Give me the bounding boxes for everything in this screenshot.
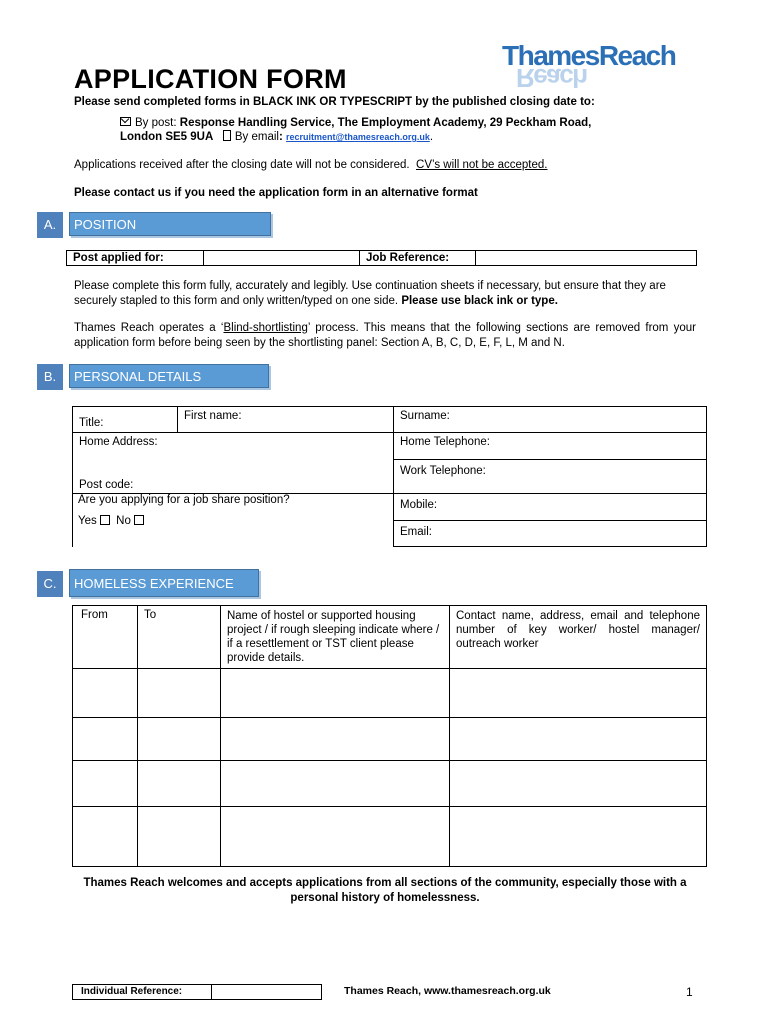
work-telephone-label: Work Telephone: [400, 465, 486, 477]
post-applied-field[interactable] [203, 250, 360, 266]
section-b-letter: B. [37, 364, 63, 390]
row1-from-cell[interactable] [72, 668, 138, 718]
blind-shortlisting-detail: ’ process. This means that the following sections are removed from your application form before being seen by the shortlisting panel: Section A, B, C, D, E, F, L, M and N. [74, 322, 696, 349]
first-name-field[interactable] [177, 406, 394, 433]
yes-checkbox[interactable] [100, 515, 110, 525]
first-name-label: First name: [184, 410, 242, 422]
logo-wordmark: ThamesReach [502, 40, 676, 71]
col-from-label: From [81, 609, 108, 621]
row2-to-cell[interactable] [137, 717, 221, 761]
post-address-line1: Response Handling Service, The Employment Academy, 29 Peckham Road, [179, 117, 592, 129]
row2-from-cell[interactable] [72, 717, 138, 761]
postal-address-block [120, 116, 695, 131]
cv-notice: CV’s will not be accepted. [416, 159, 548, 171]
closing-notice [74, 158, 694, 173]
guidance-paragraph-1 [74, 279, 696, 309]
post-address-line2: London SE5 9UA [120, 131, 214, 143]
email-field[interactable] [393, 520, 707, 547]
col-name-label: Name of hostel or supported housing project / if rough sleeping indicate where / if a resettlement or TST client please provide details. [227, 610, 440, 664]
individual-reference-label: Individual Reference: [72, 984, 212, 1000]
row3-contact-cell[interactable] [449, 760, 707, 807]
col-contact-label: Contact name, address, email and telephone number of key worker/ hostel manager/ outreach worker [456, 610, 700, 650]
mobile-label: Mobile: [400, 499, 438, 511]
row2-name-cell[interactable] [220, 717, 450, 761]
job-reference-label: Job Reference: [359, 250, 476, 266]
by-post-label: By post: [135, 117, 177, 129]
thames-reach-logo [502, 40, 692, 93]
post-code-label: Post code: [79, 479, 134, 491]
col-name-header [220, 605, 450, 669]
surname-label: Surname: [400, 410, 450, 422]
title-field[interactable] [72, 406, 178, 433]
job-reference-field[interactable] [475, 250, 697, 266]
by-email-label: By email [234, 131, 279, 143]
row3-from-cell[interactable] [72, 760, 138, 807]
surname-field[interactable] [393, 406, 707, 433]
no-label: No [116, 515, 131, 527]
welcome-statement: Thames Reach welcomes and accepts applications from all sections of the community, especially those with a personal history of homelessness. [83, 877, 687, 904]
home-address-field[interactable] [72, 432, 394, 494]
home-telephone-field[interactable] [393, 432, 707, 460]
alt-format-notice: Please contact us if you need the application form in an alternative format [74, 187, 478, 199]
page-title: APPLICATION FORM [74, 64, 347, 94]
col-from-header [72, 605, 138, 669]
section-a-header: POSITION [69, 212, 271, 236]
row1-to-cell[interactable] [137, 668, 221, 718]
row1-name-cell[interactable] [220, 668, 450, 718]
col-contact-header [449, 605, 707, 669]
row4-contact-cell[interactable] [449, 806, 707, 867]
guidance-text: Please complete this form fully, accurately and legibly. Use continuation sheets if necessary, but ensure that they are securely stapled to this form and only written/typed on one side. [74, 280, 666, 307]
work-telephone-field[interactable] [393, 459, 707, 494]
logo-reflection: Reach [516, 63, 587, 93]
row1-contact-cell[interactable] [449, 668, 707, 718]
job-share-question: Are you applying for a job share position? [78, 494, 290, 506]
section-a-letter: A. [37, 212, 63, 238]
job-share-options [78, 514, 144, 529]
page-number: 1 [686, 985, 693, 999]
col-to-label: To [144, 609, 157, 621]
col-to-header [137, 605, 221, 669]
row2-contact-cell[interactable] [449, 717, 707, 761]
no-checkbox[interactable] [134, 515, 144, 525]
mobile-field[interactable] [393, 493, 707, 521]
closing-notice-text: Applications received after the closing date will not be considered. [74, 159, 410, 171]
section-c-header: HOMELESS EXPERIENCE [69, 569, 259, 597]
home-address-label: Home Address: [79, 436, 158, 448]
row4-from-cell[interactable] [72, 806, 138, 867]
email-icon [223, 130, 231, 141]
row3-name-cell[interactable] [220, 760, 450, 807]
row3-to-cell[interactable] [137, 760, 221, 807]
recruitment-email-link[interactable]: recruitment@thamesreach.org.uk [286, 132, 430, 142]
individual-reference-field[interactable] [211, 984, 322, 1000]
row4-to-cell[interactable] [137, 806, 221, 867]
instruction-text: Please send completed forms in BLACK INK OR TYPESCRIPT by the published closing date to: [74, 96, 595, 108]
section-c-letter: C. [37, 571, 63, 597]
envelope-icon [120, 117, 131, 126]
guidance-paragraph-2 [74, 321, 696, 351]
yes-label: Yes [78, 515, 97, 527]
guidance-bold-text: Please use black ink or type. [401, 295, 558, 307]
blind-shortlisting-intro: Thames Reach operates a ‘ [74, 322, 224, 334]
email-label: Email: [400, 526, 432, 538]
row4-name-cell[interactable] [220, 806, 450, 867]
blind-shortlisting-term: Blind-shortlisting [223, 322, 308, 334]
section-b-header: PERSONAL DETAILS [69, 364, 269, 388]
home-telephone-label: Home Telephone: [400, 436, 490, 448]
title-label: Title: [79, 417, 104, 429]
job-share-left-border [72, 493, 73, 547]
footer-site: Thames Reach, www.thamesreach.org.uk [344, 985, 551, 997]
post-applied-label: Post applied for: [66, 250, 204, 266]
postal-address-line2-row: London SE5 9UA By email: recruitment@thamesreach.org.uk. [120, 131, 434, 143]
